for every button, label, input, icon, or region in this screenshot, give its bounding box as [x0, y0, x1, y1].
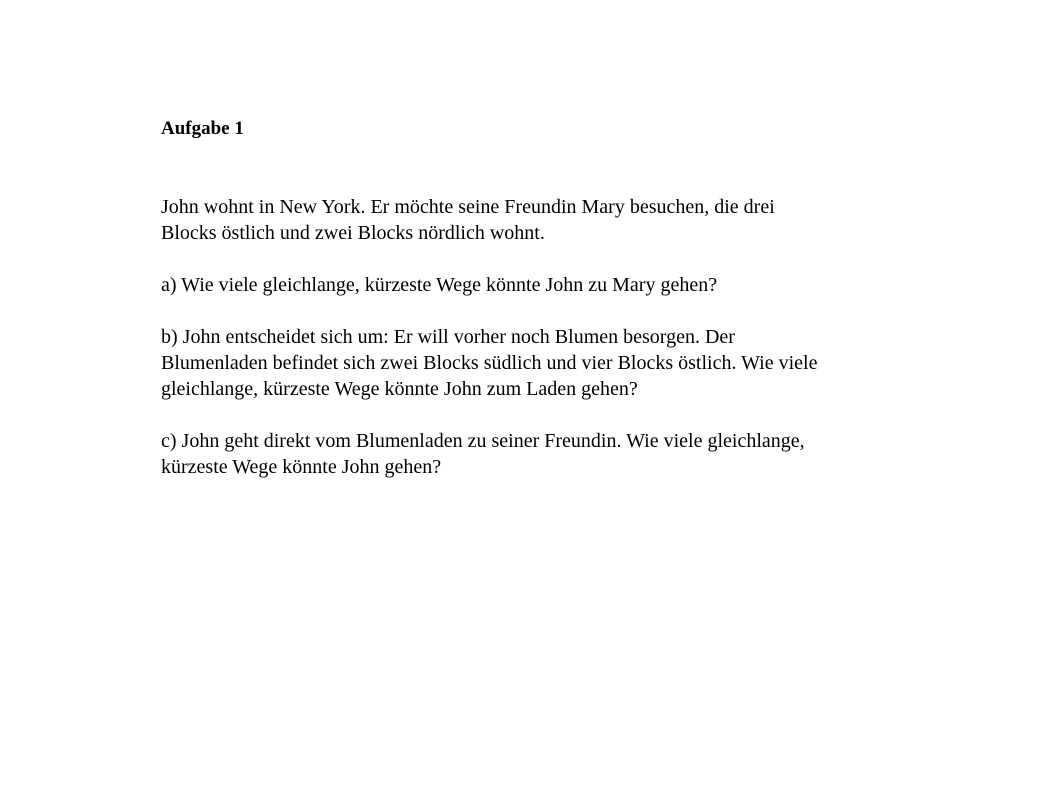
intro-line-1: John wohnt in New York. Er möchte seine Freundin Mary besuchen, die drei	[161, 196, 775, 218]
intro-line-2: Blocks östlich und zwei Blocks nördlich wohnt.	[161, 222, 545, 244]
question-b-line-1: b) John entscheidet sich um: Er will vorher noch Blumen besorgen. Der	[161, 326, 735, 348]
question-b-line-3: gleichlange, kürzeste Wege könnte John zum Laden gehen?	[161, 378, 638, 400]
question-c-line-2: kürzeste Wege könnte John gehen?	[161, 456, 442, 478]
intro-paragraph	[161, 194, 981, 246]
question-a-line-1: a) Wie viele gleichlange, kürzeste Wege könnte John zu Mary gehen?	[161, 274, 718, 296]
task-title: Aufgabe 1	[161, 118, 244, 139]
question-c-line-1: c) John geht direkt vom Blumenladen zu seiner Freundin. Wie viele gleichlange,	[161, 430, 805, 452]
question-c	[161, 428, 981, 480]
document-page	[161, 116, 981, 480]
question-b-line-2: Blumenladen befindet sich zwei Blocks südlich und vier Blocks östlich. Wie viele	[161, 352, 818, 374]
question-a	[161, 272, 981, 298]
question-b	[161, 324, 981, 402]
